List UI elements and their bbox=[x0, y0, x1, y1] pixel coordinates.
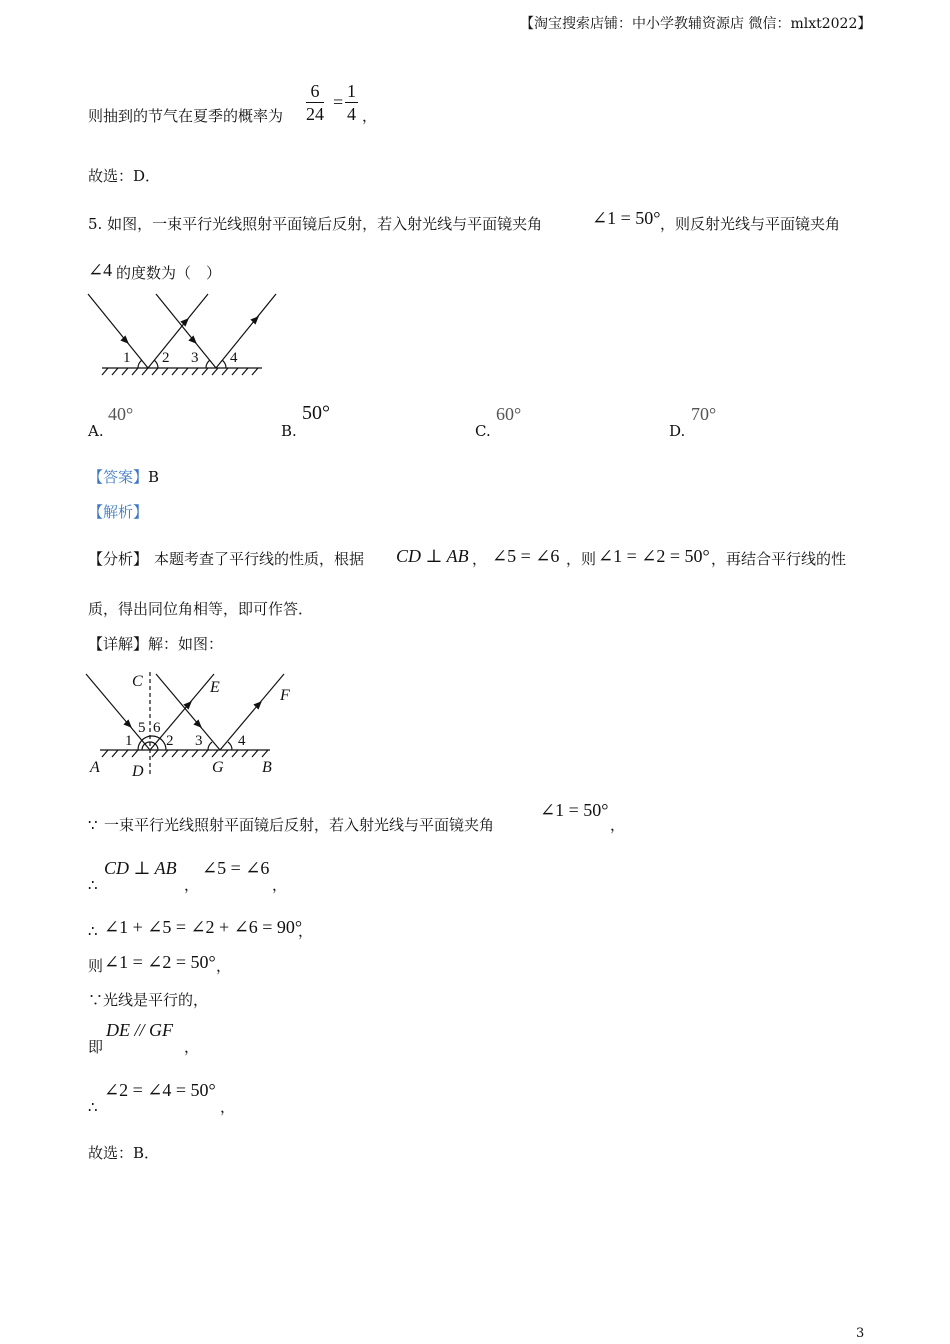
step5-sym: ∵ bbox=[88, 991, 104, 1009]
step3-math: ∠1 + ∠5 = ∠2 + ∠6 = 90° bbox=[104, 917, 303, 937]
q5-stem-c-math: ∠4 bbox=[88, 260, 113, 280]
detail-figure bbox=[80, 666, 300, 784]
analysis-text-a: 本题考查了平行线的性质，根据 bbox=[154, 550, 365, 568]
step6-math: DE // GF bbox=[106, 1020, 173, 1040]
detail-label: 【详解】 bbox=[88, 635, 149, 653]
reflection-figure bbox=[80, 288, 280, 378]
step3-sym: ∴ bbox=[88, 922, 98, 940]
prob-text: 则抽到的节气在夏季的概率为 bbox=[88, 107, 284, 125]
option-a-value: 40° bbox=[108, 404, 134, 424]
option-b-letter[interactable]: B. bbox=[281, 422, 297, 440]
analysis-sep: ， bbox=[472, 550, 488, 568]
step7-end: ， bbox=[220, 1098, 236, 1116]
analysis-math-1: CD ⊥ AB bbox=[396, 546, 469, 566]
answer-line bbox=[88, 467, 159, 487]
detail-text: 解：如图： bbox=[148, 635, 224, 653]
fig2-label-B: B bbox=[262, 759, 272, 776]
step7-sym: ∴ bbox=[88, 1098, 98, 1116]
prob-comma: ， bbox=[362, 107, 378, 125]
fig1-label-1: 1 bbox=[123, 350, 131, 366]
option-d-value: 70° bbox=[691, 404, 717, 424]
fig2-num-1: 1 bbox=[125, 733, 133, 749]
step5-line bbox=[88, 990, 208, 1010]
option-c-value: 60° bbox=[496, 404, 522, 424]
fraction-6-24: $\frac{6}{24}$ bbox=[306, 81, 324, 124]
step2-sym: ∴ bbox=[88, 876, 98, 894]
prev-choice: 故选：D． bbox=[88, 167, 161, 185]
analysis-math-3: ∠1 = ∠2 = 50° bbox=[598, 546, 710, 566]
fig2-label-A: A bbox=[90, 759, 100, 776]
detail-line bbox=[88, 634, 223, 654]
fraction-1-4: $\frac{1}{4}$ bbox=[347, 81, 356, 124]
step7-math: ∠2 = ∠4 = 50° bbox=[104, 1080, 216, 1100]
analysis-text-b: ，则 bbox=[566, 550, 597, 568]
fig2-label-C: C bbox=[132, 673, 143, 690]
fig2-num-3: 3 bbox=[195, 733, 203, 749]
analysis-text-c: ，再结合平行线的性 bbox=[711, 550, 847, 568]
fig2-num-4: 4 bbox=[238, 733, 246, 749]
q5-stem-b: ，则反射光线与平面镜夹角 bbox=[660, 215, 841, 233]
fig2-label-E: E bbox=[210, 679, 220, 696]
step2-end: ， bbox=[272, 876, 288, 894]
step2-math1: CD ⊥ AB bbox=[104, 858, 177, 878]
step4-math: ∠1 = ∠2 = 50° bbox=[104, 952, 216, 972]
answer-value: B bbox=[148, 468, 160, 486]
option-a-letter[interactable]: A. bbox=[88, 422, 104, 440]
q5-stem-a: 5. 如图，一束平行光线照射平面镜后反射，若入射光线与平面镜夹角 bbox=[88, 215, 543, 233]
step1-sym: ∵ bbox=[88, 816, 98, 834]
fig2-num-6: 6 bbox=[153, 720, 161, 736]
step6-end: ， bbox=[184, 1038, 200, 1056]
fig1-label-2: 2 bbox=[162, 350, 170, 366]
fig2-label-G: G bbox=[212, 759, 224, 776]
fig2-num-5: 5 bbox=[138, 720, 146, 736]
option-d-letter[interactable]: D. bbox=[669, 422, 686, 440]
step1-text: 一束平行光线照射平面镜后反射，若入射光线与平面镜夹角 bbox=[104, 816, 495, 834]
step4-text: 则 bbox=[88, 957, 104, 975]
q5-stem-c: 的度数为（ ） bbox=[116, 264, 222, 282]
step2-sep: ， bbox=[184, 876, 200, 894]
fig2-label-F: F bbox=[280, 687, 290, 704]
equals-sign: = bbox=[333, 92, 344, 112]
q5-stem-angle: ∠1 = 50° bbox=[592, 208, 661, 228]
fig1-label-3: 3 bbox=[191, 350, 199, 366]
option-c-letter[interactable]: C. bbox=[475, 422, 491, 440]
analysis-text-d: 质，得出同位角相等，即可作答． bbox=[88, 600, 314, 618]
fig2-label-D: D bbox=[132, 763, 144, 780]
step3-end: ， bbox=[298, 922, 314, 940]
jiexi-label: 【解析】 bbox=[88, 503, 149, 521]
page-number: 3 bbox=[856, 1326, 865, 1341]
step1-math: ∠1 = 50° bbox=[540, 800, 609, 820]
analysis-math-2: ∠5 = ∠6 bbox=[492, 546, 560, 566]
step5-text: 光线是平行的， bbox=[103, 991, 209, 1009]
option-b-value: 50° bbox=[302, 402, 330, 424]
step2-math2: ∠5 = ∠6 bbox=[202, 858, 270, 878]
step1-end: ， bbox=[610, 816, 626, 834]
page-header: 【淘宝搜索店铺：中小学教辅资源店 微信：mlxt2022】 bbox=[520, 16, 872, 32]
fig1-label-4: 4 bbox=[230, 350, 238, 366]
answer-label: 【答案】 bbox=[88, 468, 149, 486]
fig2-num-2: 2 bbox=[166, 733, 174, 749]
analysis-label: 【分析】 bbox=[88, 550, 149, 568]
final-choice: 故选：B． bbox=[88, 1144, 160, 1162]
step4-end: ， bbox=[216, 957, 232, 975]
step6-text: 即 bbox=[88, 1038, 104, 1056]
